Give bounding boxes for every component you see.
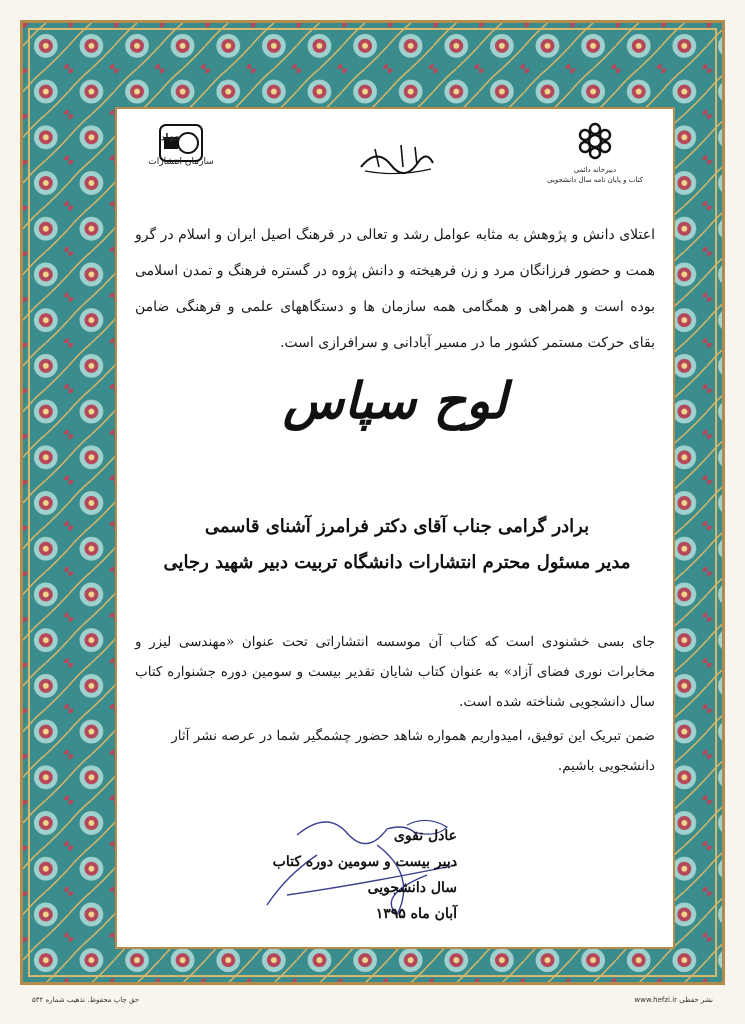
signature-date: آبان ماه ۱۳۹۵ bbox=[375, 906, 457, 922]
recipient-position: مدیر مسئول محترم انتشارات دانشگاه تربیت دبیر شهید رجایی bbox=[163, 552, 631, 573]
book-of-year-logo bbox=[529, 121, 661, 185]
jahad-logo-text: جهاد bbox=[160, 133, 182, 143]
certificate-title: لوح سپاس bbox=[283, 371, 507, 430]
recipient-name: برادر گرامی جناب آقای دکتر فرامرز آشنای قاسمی bbox=[204, 516, 590, 537]
body-paragraph: جای بسی خشنودی است که کتاب آن موسسه انتشاراتی تحت عنوان «مهندسی لیزر و مخابرات نوری فضای آزاد» به عنوان کتاب شایان تقدیر بیست و سومین دوره جشنواره کتاب سال دانشجویی شناخته شده است. bbox=[135, 634, 655, 710]
jahad-logo-caption: سازمان انتشارات bbox=[148, 157, 214, 167]
basmala-calligraphy bbox=[357, 137, 437, 177]
ornamental-border bbox=[20, 20, 725, 985]
certificate-panel bbox=[115, 107, 675, 949]
book-of-year-logo-caption: دبیرخانه دائمی کتاب و پایان نامه سال دانشجویی bbox=[547, 166, 643, 184]
signer-name: عادل تقوی bbox=[393, 828, 457, 844]
intro-paragraph: اعتلای دانش و پژوهش به مثابه عوامل رشد و تعالی در فرهنگ اصیل ایران و اسلام در گرو همت و حضور فرزانگان مرد و زن فرهیخته و دانش پژوه در گستره فرهنگ و تمدن اسلامی بوده است و همراهی و همگامی همه سازمان ها و دستگاههای علمی و فرهنگی ضامن بقای حرکت مستمر کشور ما در مسیر آبادانی و سرافرازی است. bbox=[135, 227, 655, 351]
signature-block bbox=[267, 823, 457, 927]
congratulations-paragraph: ضمن تبریک این توفیق، امیدواریم همواره شاهد حضور چشمگیر شما در عرصه نشر آثار دانشجویی باشیم. bbox=[171, 728, 655, 774]
book-of-year-emblem-icon bbox=[575, 121, 615, 161]
footer-publisher: www.hefzi.ir نشر حفظی bbox=[634, 996, 713, 1004]
jahad-publishing-logo bbox=[141, 123, 221, 167]
footer-copyright: حق چاپ محفوظ. تذهیب شماره ۵۳۲ bbox=[32, 996, 140, 1004]
recipient-block bbox=[137, 509, 657, 581]
signer-role: دبیر بیست و سومین دوره کتاب سال دانشجویی bbox=[272, 854, 457, 896]
